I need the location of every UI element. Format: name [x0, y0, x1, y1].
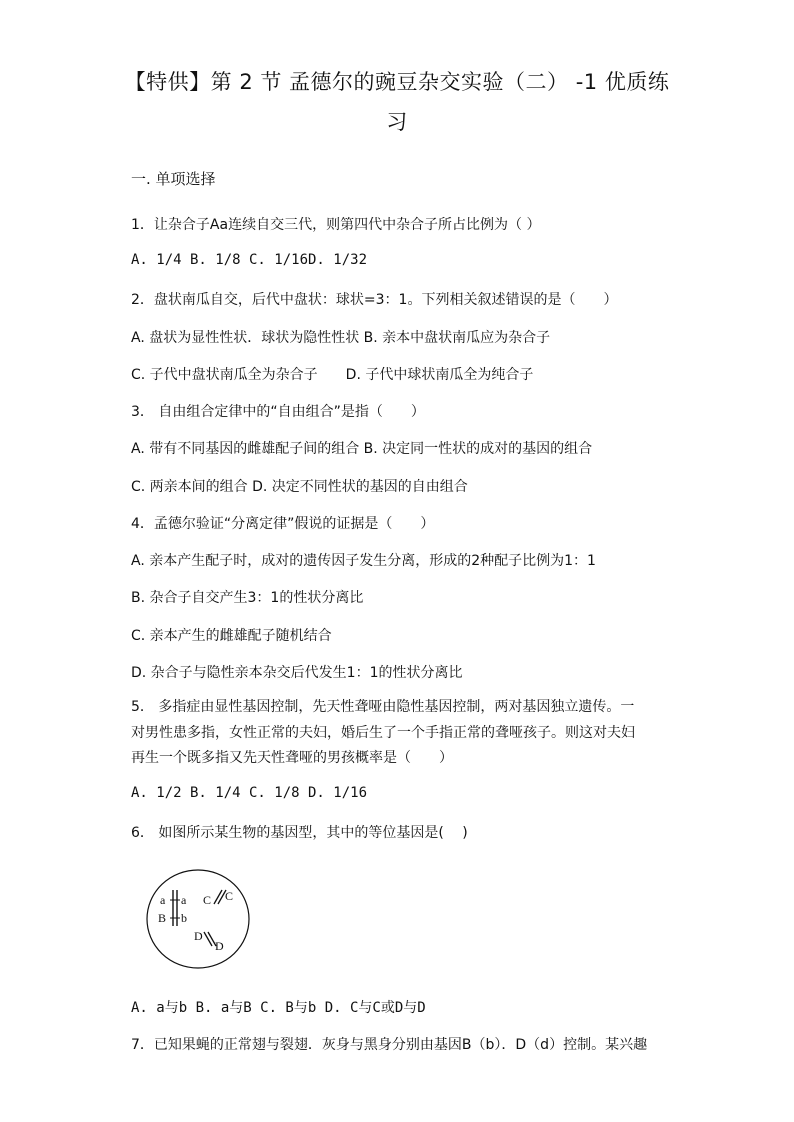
question-5-stem-line-2: 对男性患多指，女性正常的夫妇，婚后生了一个手指正常的聋哑孩子。则这对夫妇	[131, 725, 635, 741]
title-line-1: 【特供】第 2 节 孟德尔的豌豆杂交实验（二） -1 优质练	[124, 70, 670, 94]
question-1-options: A. 1/4 B. 1/8 C. 1/16D. 1/32	[131, 252, 368, 268]
question-5-options: A. 1/2 B. 1/4 C. 1/8 D. 1/16	[131, 785, 368, 801]
question-2-option-cd: C. 子代中盘状南瓜全为杂合子 D. 子代中球状南瓜全为纯合子	[131, 367, 534, 383]
gene-label-c-left: C	[203, 893, 212, 907]
question-6-stem: 6． 如图所示某生物的基因型，其中的等位基因是( )	[131, 825, 468, 841]
question-4-stem: 4．孟德尔验证“分离定律”假说的证据是（ ）	[131, 516, 435, 532]
gene-label-b-right: b	[181, 911, 187, 925]
cell-diagram-svg	[145, 866, 251, 972]
question-2-stem: 2．盘状南瓜自交，后代中盘状：球状=3：1。下列相关叙述错误的是（ ）	[131, 292, 618, 308]
question-3-option-cd: C. 两亲本间的组合 D. 决定不同性状的基因的自由组合	[131, 479, 468, 495]
question-3-stem: 3． 自由组合定律中的“自由组合”是指（ ）	[131, 404, 425, 420]
title-line-2: 习	[386, 110, 408, 134]
gene-label-d-left: D	[194, 929, 203, 943]
question-5-stem-line-1: 5． 多指症由显性基因控制，先天性聋哑由隐性基因控制，两对基因独立遗传。一	[131, 699, 635, 715]
question-1-stem: 1．让杂合子Aa连续自交三代，则第四代中杂合子所占比例为（ ）	[131, 217, 541, 233]
question-4-option-b: B. 杂合子自交产生3：1的性状分离比	[131, 590, 364, 606]
question-4-option-d: D. 杂合子与隐性亲本杂交后代发生1：1的性状分离比	[131, 665, 463, 681]
question-5-stem-line-3: 再生一个既多指又先天性聋哑的男孩概率是（ ）	[131, 750, 453, 766]
section-heading: 一. 单项选择	[131, 170, 216, 188]
genotype-cell-diagram	[145, 866, 251, 972]
gene-label-a-right: a	[181, 893, 187, 907]
gene-label-d-right: D	[215, 939, 224, 953]
document-title	[110, 62, 684, 142]
question-7-stem: 7．已知果蝇的正常翅与裂翅．灰身与黑身分别由基因B（b）．D（d）控制。某兴趣	[131, 1037, 648, 1053]
chromosome-c-1	[214, 890, 222, 904]
gene-label-c-right: C	[225, 889, 234, 903]
question-4-option-c: C. 亲本产生的雌雄配子随机结合	[131, 628, 332, 644]
chromosome-d-1	[204, 932, 212, 946]
gene-label-b-left: B	[158, 911, 167, 925]
question-4-option-a: A. 亲本产生配子时，成对的遗传因子发生分离，形成的2种配子比例为1：1	[131, 553, 596, 569]
question-6-options: A. a与b B. a与B C. B与b D. C与C或D与D	[131, 1000, 426, 1016]
question-2-option-ab: A. 盘状为显性性状．球状为隐性性状 B. 亲本中盘状南瓜应为杂合子	[131, 330, 551, 346]
gene-label-a-left: a	[160, 893, 166, 907]
question-3-option-ab: A. 带有不同基因的雌雄配子间的组合 B. 决定同一性状的成对的基因的组合	[131, 441, 593, 457]
